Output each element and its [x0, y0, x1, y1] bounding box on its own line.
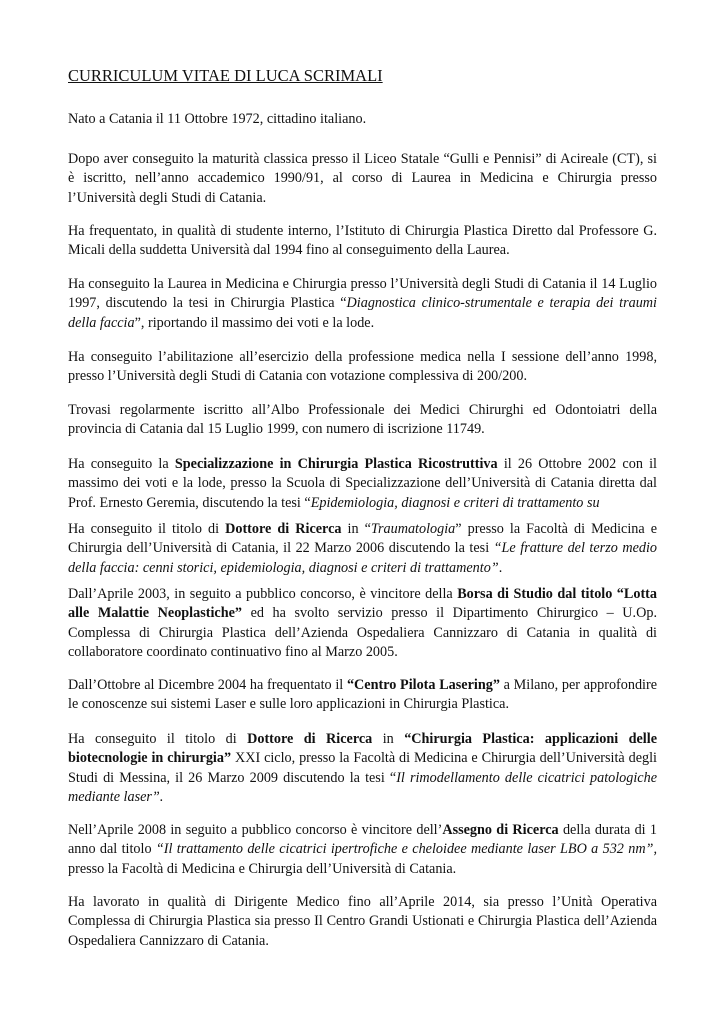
italic-text: “Il trattamento delle cicatrici ipertrofiche e cheloidee mediante laser LBO a 532 nm”, — [155, 841, 657, 858]
paragraph-text: Nato a Catania il 11 Ottobre 1972, cittadino italiano. — [68, 111, 367, 127]
paragraph-scholarship — [68, 585, 657, 663]
paragraph-text: XXI ciclo, presso la Facoltà di Medicina e Chirurgia dell’Università degli Studi di Messina, il 26 Marzo 2009 discutendo la tesi “ — [68, 750, 657, 786]
bold-text: Dottore di Ricerca — [247, 731, 373, 747]
paragraph-license — [68, 348, 657, 387]
paragraph-text: in — [372, 731, 405, 747]
italic-text: Traumatologia — [370, 521, 456, 537]
paragraph-text: Ha conseguito il titolo di — [68, 731, 248, 747]
paragraph-degree — [68, 275, 657, 333]
paragraph-phd-traumatology — [68, 520, 657, 578]
paragraph-text: Ha conseguito la Laurea in Medicina e Chirurgia presso l’Università degli Studi di Catania il 14 Luglio 1997, discutendo la tesi in Chirurgia Plastica “ — [68, 276, 657, 312]
italic-text: Il rimodellamento delle cicatrici patologiche mediante laser”. — [68, 769, 657, 806]
paragraph-text: Dall’Ottobre al Dicembre 2004 ha frequentato il — [68, 677, 347, 693]
paragraph-birth — [68, 110, 657, 129]
paragraph-text: presso la Facoltà di Medicina e Chirurgia dell’Università di Catania. — [68, 860, 457, 877]
italic-text: Diagnostica clinico-strumentale e terapia dei traumi della faccia — [68, 295, 657, 331]
paragraph-text: . — [498, 559, 503, 576]
paragraph-text: Ha conseguito l’abilitazione all’esercizio della professione medica nella I sessione dell’anno 1998, presso l’Università degli Studi di Catania con votazione complessiva di 200/200. — [68, 349, 657, 385]
paragraph-text: ”, riportando il massimo dei voti e la lode. — [134, 314, 375, 331]
paragraph-text: Dopo aver conseguito la maturità classica presso il Liceo Statale “Gulli e Pennisi” di Acireale (CT), si è iscritto, nell’anno accademico 1990/91, al corso di Laurea in Medicina e Chirurgia presso l’Università degli Studi di Catania. — [68, 151, 657, 206]
italic-text: Epidemiologia, diagnosi e criteri di trattamento su — [310, 494, 600, 511]
paragraph-employment — [68, 893, 657, 951]
paragraph-text: Ha lavorato in qualità di Dirigente Medico fino all’Aprile 2014, sia presso l’Unità Operativa Complessa di Chirurgia Plastica sia presso Il Centro Grandi Ustionati e Chirurgia Plastica dell’Azienda Ospedaliera Cannizzaro di Catania. — [68, 894, 657, 949]
paragraph-text: il 26 Ottobre 2002 con il massimo dei voti e la lode, presso la Scuola di Specializzazione dell’Università di Catania diretta dal Prof. Ernesto Geremia, discutendo la tesi “ — [68, 456, 658, 511]
page-title: CURRICULUM VITAE DI LUCA SCRIMALI — [68, 66, 383, 85]
bold-text: “Centro Pilota Lasering” — [346, 677, 500, 693]
paragraph-phd-plastic-surgery — [68, 730, 657, 808]
paragraph-text: Ha frequentato, in qualità di studente interno, l’Istituto di Chirurgia Plastica Diretto dal Professore G. Micali della suddetta Università dal 1994 fino al conseguimento della Laurea. — [68, 223, 657, 259]
bold-text: Specializzazione in Chirurgia Plastica Ricostruttiva — [174, 456, 498, 472]
paragraph-text: Trovasi regolarmente iscritto all’Albo Professionale dei Medici Chirurghi ed Odontoiatri della provincia di Catania dal 15 Luglio 1999, con numero di iscrizione 11749. — [68, 402, 657, 438]
bold-text: Assegno di Ricerca — [442, 822, 559, 838]
paragraph-specialization — [68, 455, 657, 513]
bold-text: Dottore di Ricerca — [225, 521, 342, 537]
paragraph-text: ” presso la Facoltà di Medicina e Chirurgia dell’Università di Catania, il 22 Marzo 2006 discutendo la tesi — [68, 521, 657, 557]
paragraph-text: Dall’Aprile 2003, in seguito a pubblico concorso, è vincitore della — [68, 586, 458, 602]
paragraph-registration — [68, 401, 657, 440]
paragraph-text: Ha conseguito la — [68, 456, 175, 472]
bold-text: “Chirurgia Plastica: applicazioni delle biotecnologie in chirurgia” — [68, 731, 657, 767]
paragraph-text: ed ha svolto servizio presso il Dipartimento Chirurgico – U.Op. Complessa di Chirurgia Plastica dell’Azienda Ospedaliera Cannizzaro di Catania in qualità di collaboratore coordinato continuativo fino al Marzo 2005. — [68, 605, 657, 661]
paragraph-text: Nell’Aprile 2008 in seguito a pubblico concorso è vincitore dell’ — [68, 822, 443, 838]
paragraph-internship — [68, 222, 657, 261]
paragraph-text: a Milano, per approfondire le conoscenze sui sistemi Laser e sulle loro applicazioni in Chirurgia Plastica. — [68, 677, 658, 713]
paragraph-education — [68, 150, 657, 208]
bold-text: Borsa di Studio dal titolo “Lotta alle Malattie Neoplastiche” — [68, 586, 658, 622]
paragraph-research-grant — [68, 821, 657, 879]
paragraph-lasering — [68, 676, 657, 715]
paragraph-text: in “ — [341, 521, 371, 537]
italic-text: “Le fratture del terzo medio della faccia: cenni storici, epidemiologia, diagnosi e criteri di trattamento” — [68, 540, 657, 576]
paragraph-text: Ha conseguito il titolo di — [68, 521, 226, 537]
paragraph-text: della durata di 1 anno dal titolo — [68, 822, 657, 858]
